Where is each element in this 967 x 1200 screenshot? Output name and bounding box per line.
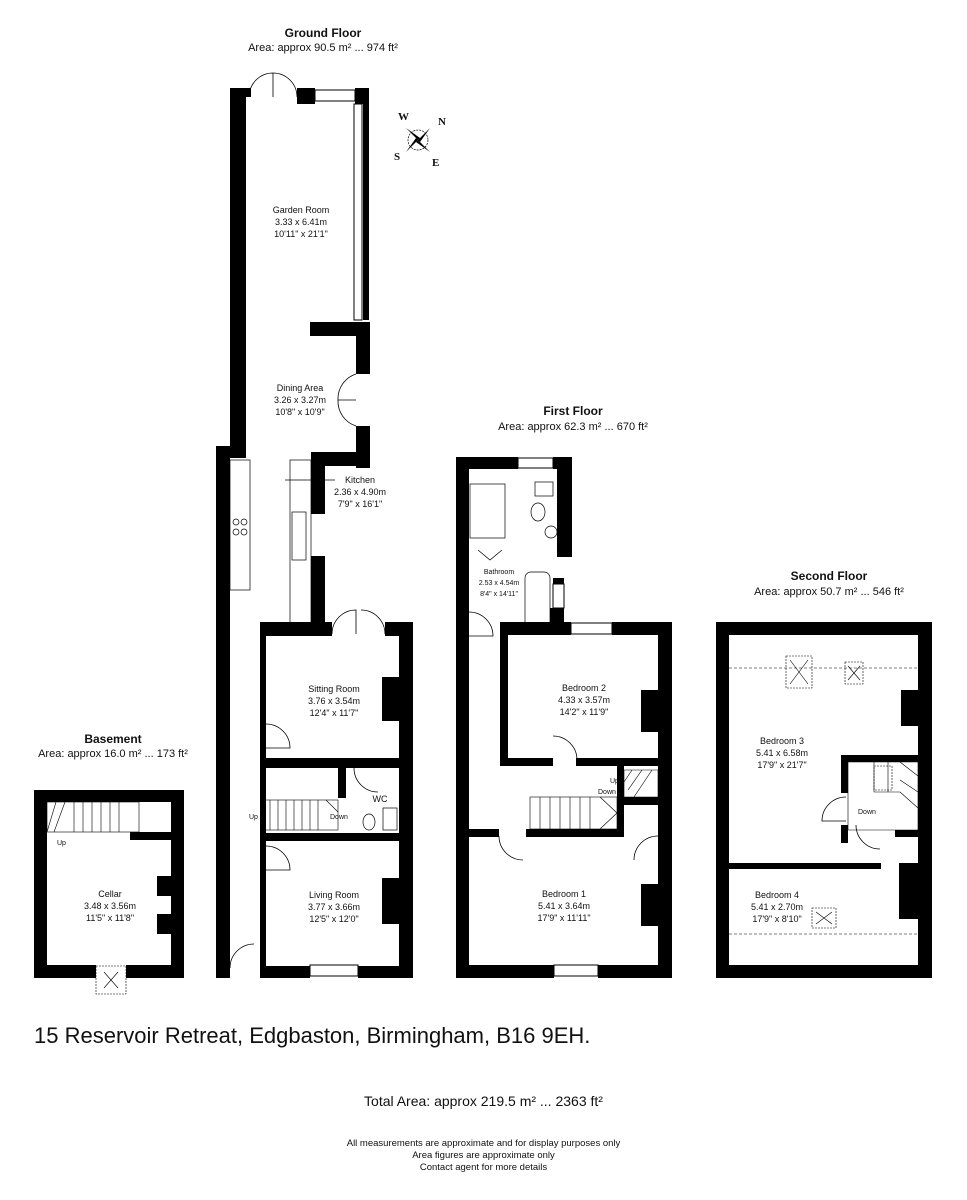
disclaimer-line: Contact agent for more details [419,1162,548,1173]
sitting-room-name: Sitting Room [308,684,360,694]
disclaimer-line: All measurements are approximate and for display purposes only [346,1138,621,1149]
bedroom-1-imperial: 17'9" x 11'11" [537,913,591,923]
bedroom-2-name: Bedroom 2 [561,683,607,693]
bedroom-4-name: Bedroom 4 [754,890,800,900]
cellar-name: Cellar [98,889,122,899]
kitchen-metric: 2.36 x 4.90m [333,487,387,497]
ground-floor-area: Area: approx 90.5 m² ... 974 ft² [248,42,398,54]
total-area: Total Area: approx 219.5 m² ... 2363 ft² [364,1093,603,1109]
wc-fittings [363,808,397,830]
first-floor-area: Area: approx 62.3 m² ... 670 ft² [498,421,648,433]
bathroom-fittings [470,482,557,628]
second-floor-doors [822,797,880,849]
compass-w: W [398,111,409,123]
first-floor-plan [456,404,672,978]
sitting-room-imperial: 12'4" x 11'7" [309,708,359,718]
bedroom-3-name: Bedroom 3 [759,736,805,746]
cellar-metric: 3.48 x 3.56m [83,901,137,911]
dining-area-metric: 3.26 x 3.27m [273,395,327,405]
living-room-metric: 3.77 x 3.66m [307,902,361,912]
garden-room-name: Garden Room [272,205,330,215]
second-floor-walls [716,622,932,978]
living-room-name: Living Room [308,890,360,900]
second-floor-area: Area: approx 50.7 m² ... 546 ft² [754,586,904,598]
dining-area-name: Dining Area [276,383,324,393]
ground-floor-title: Ground Floor [284,26,362,40]
first-floor-title: First Floor [543,404,603,418]
first-stairs-up-label: Up [610,778,619,785]
second-floor-title: Second Floor [790,569,868,583]
bedroom-3-imperial: 17'9" x 21'7" [757,760,807,770]
compass-n: N [438,116,446,128]
compass-e: E [432,157,440,169]
property-address: 15 Reservoir Retreat, Edgbaston, Birmingham, B16 9EH. [34,1023,591,1048]
wc-name: WC [372,794,388,804]
garden-room-metric: 3.33 x 6.41m [274,217,328,227]
sitting-room-metric: 3.76 x 3.54m [307,696,361,706]
bathroom-metric: 2.53 x 4.54m [478,580,520,587]
disclaimer-line: Area figures are approximate only [412,1150,555,1161]
cellar-imperial: 11'5" x 11'8" [85,913,135,923]
bedroom-2-imperial: 14'2" x 11'9" [559,707,609,717]
bedroom-2-metric: 4.33 x 3.57m [557,695,611,705]
bedroom-1-metric: 5.41 x 3.64m [537,901,591,911]
compass-rose-icon [394,111,446,169]
ground-stairs-up-label: Up [249,814,258,821]
compass-s: S [394,151,401,163]
garden-room-imperial: 10'11" x 21'1" [274,229,328,239]
basement-title: Basement [84,732,142,746]
basement-walls [34,790,184,978]
kitchen-name: Kitchen [344,475,376,485]
ground-stairs-down-label: Down [330,814,348,821]
dining-area-imperial: 10'8" x 10'9" [275,407,325,417]
bedroom-4-metric: 5.41 x 2.70m [750,902,804,912]
bedroom-1-name: Bedroom 1 [541,889,587,899]
bathroom-name: Bathroom [483,569,515,576]
bedroom-4-imperial: 17'9" x 8'10" [752,914,802,924]
ground-floor-plan [216,26,413,978]
first-floor-walls [456,457,672,978]
basement-area: Area: approx 16.0 m² ... 173 ft² [38,748,188,760]
first-stairs-down-label: Down [598,789,616,796]
second-floor-plan [716,569,932,978]
bedroom-3-metric: 5.41 x 6.58m [755,748,809,758]
basement-plan [34,732,188,994]
ground-floor-stairs [262,800,338,830]
kitchen-imperial: 7'9" x 16'1" [337,499,383,509]
disclaimer [0,1138,967,1174]
first-floor-doors [469,612,658,860]
bathroom-imperial: 8'4" x 14'11" [480,591,518,598]
second-stairs-down-label: Down [858,809,876,816]
basement-stairs-up-label: Up [57,840,66,847]
living-room-imperial: 12'5" x 12'0" [309,914,359,924]
